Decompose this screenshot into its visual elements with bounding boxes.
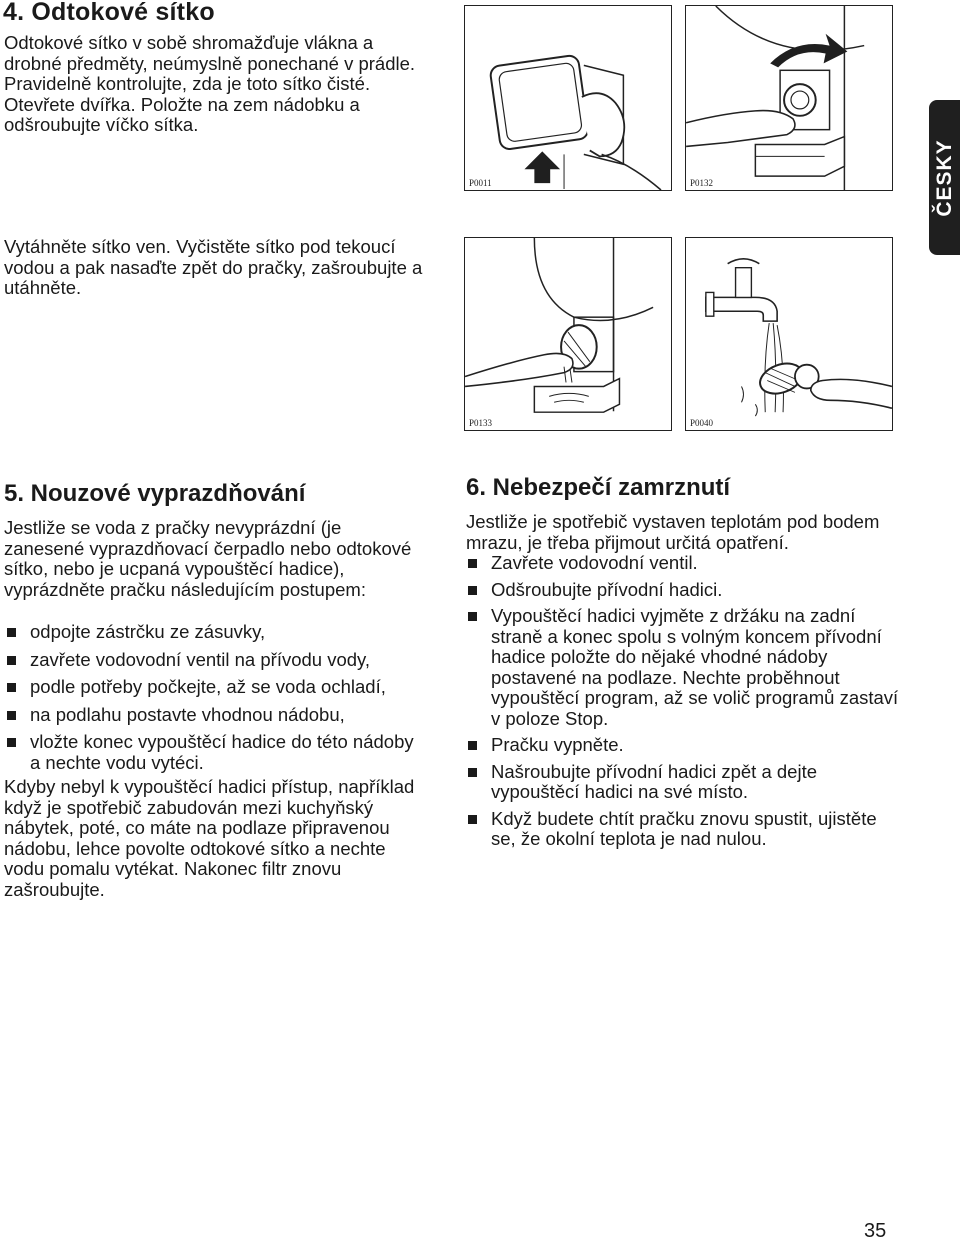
list-item: Našroubujte přívodní hadici zpět a dejte vypouštěcí hadici na své místo.: [466, 762, 906, 803]
list-item: Pračku vypněte.: [466, 735, 906, 756]
list-item: podle potřeby počkejte, až se voda ochladí,: [5, 677, 425, 698]
section-6-intro: Jestliže je spotřebič vystaven teplotám pod bodem mrazu, je třeba přijmout určitá opatření.: [466, 511, 880, 553]
figure-rinse-filter: [685, 237, 893, 431]
list-item: Odšroubujte přívodní hadici.: [466, 580, 906, 601]
section-4-paragraph-1: Odtokové sítko v sobě shromažďuje vlákna a drobné předměty, neúmyslně ponechané v prádle. Pravidelně kontrolujte, zda je toto sítko čisté. Otevřete dvířka. Položte na zem nádobku a odšroubujte víčko sítka.: [4, 32, 416, 135]
list-item: Vypouštěcí hadici vyjměte z držáku na zadní straně a konec spolu s volným koncem přívodní hadice položte do nějaké vhodné nádoby postavené na podlaze. Nechte proběhnout vypouštěcí program, až se volič programů zastaví v poloze Stop.: [466, 606, 906, 729]
list-item: odpojte zástrčku ze zásuvky,: [5, 622, 425, 643]
figure-code: P0132: [690, 178, 714, 188]
figure-code: P0011: [469, 178, 492, 188]
section-4-title: 4. Odtokové sítko: [3, 0, 215, 26]
figure-remove-filter: [464, 237, 672, 431]
figure-code: P0133: [469, 418, 493, 428]
language-tab: [929, 100, 960, 255]
list-item: Zavřete vodovodní ventil.: [466, 553, 906, 574]
section-5-intro: Jestliže se voda z pračky nevyprázdní (je zanesené vyprazdňovací čerpadlo nebo odtokové sítko, nebo je ucpaná vypouštěcí hadice), vyprázdněte pračku následujícím postupem:: [4, 517, 412, 600]
section-6-title: 6. Nebezpečí zamrznutí: [466, 474, 731, 501]
list-item: vložte konec vypouštěcí hadice do této nádoby a nechte vodu vytéci.: [5, 732, 425, 773]
remove-filter-illustration-icon: [465, 238, 671, 430]
unscrew-filter-illustration-icon: [686, 6, 892, 190]
section-4-paragraph-2: Vytáhněte sítko ven. Vyčistěte sítko pod tekoucí vodou a pak nasaďte zpět do pračky, zašroubujte a utáhněte.: [4, 236, 423, 298]
list-item: zavřete vodovodní ventil na přívodu vody,: [5, 650, 425, 671]
list-item: Když budete chtít pračku znovu spustit, ujistěte se, že okolní teplota je nad nulou.: [466, 809, 906, 850]
list-item: na podlahu postavte vhodnou nádobu,: [5, 705, 425, 726]
figure-unscrew-filter: [685, 5, 893, 191]
rinse-filter-illustration-icon: [686, 238, 892, 430]
section-6-steps: [466, 553, 906, 856]
figure-open-door: [464, 5, 672, 191]
open-door-illustration-icon: [465, 6, 671, 190]
page-number: 35: [864, 1220, 887, 1242]
section-5-title: 5. Nouzové vyprazdňování: [4, 480, 306, 507]
section-5-outro: Kdyby nebyl k vypouštěcí hadici přístup, například když je spotřebič zabudován mezi kuchyňský nábytek, poté, co máte na podlaze připravenou nádobu, lehce povolte odtokové sítko a nechte vodu pomalu vytékat. Nakonec filtr znovu zašroubujte.: [4, 776, 415, 900]
section-5-steps: [5, 622, 425, 780]
figure-code: P0040: [690, 418, 714, 428]
language-tab-label: ČESKY: [932, 138, 956, 217]
